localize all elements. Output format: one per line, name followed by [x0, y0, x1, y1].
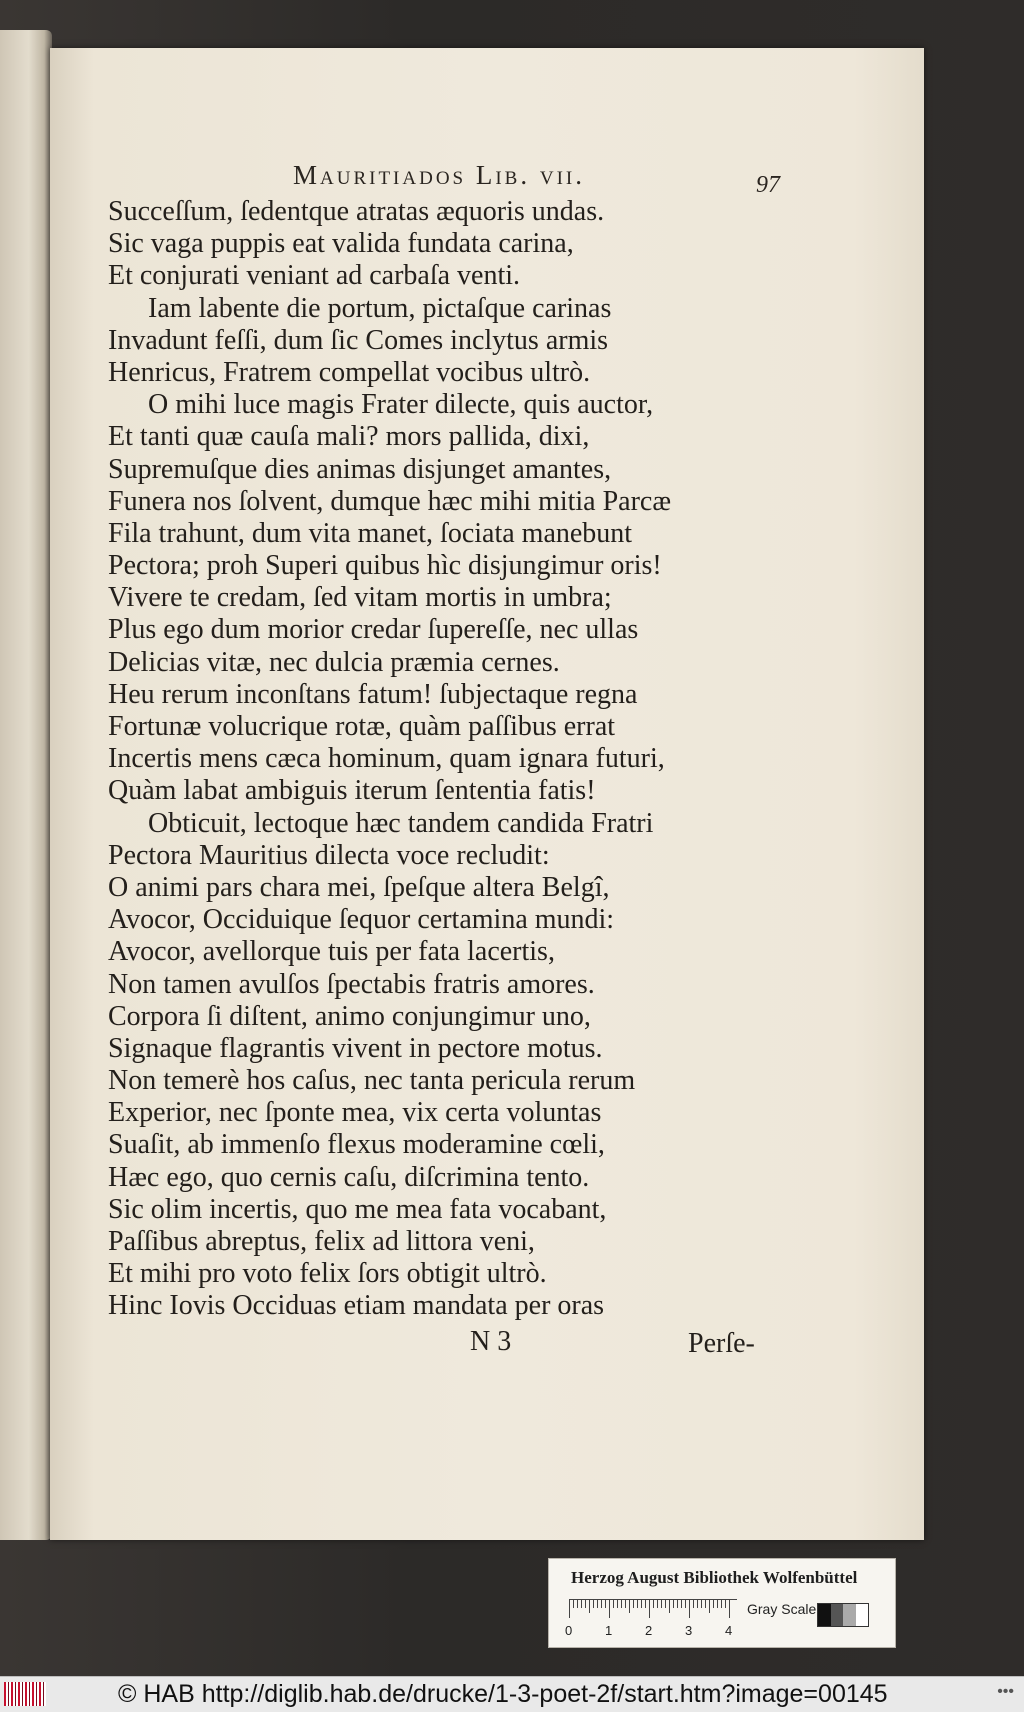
poem-line: Non temerè hos caſus, nec tanta pericula rerum [108, 1065, 636, 1097]
poem-line: Experior, nec ſponte mea, vix certa voluntas [108, 1097, 602, 1129]
poem-line: Plus ego dum morior credar ſupereſſe, nec ullas [108, 614, 639, 646]
poem-line: Henricus, Fratrem compellat vocibus ultrò. [108, 356, 591, 388]
poem-line: Invadunt feſſi, dum ſic Comes inclytus armis [108, 324, 609, 356]
scale-number: 1 [605, 1623, 613, 1638]
signature-mark: N 3 [470, 1326, 512, 1357]
ruler-tick [665, 1600, 666, 1608]
poem-line: Iam labente die portum, pictaſque carinas [148, 292, 612, 324]
stamp-title: Herzog August Bibliothek Wolfenbüttel [571, 1568, 858, 1587]
poem-line: Et tanti quæ cauſa mali? mors pallida, dixi, [108, 421, 590, 453]
poem-line: Vivere te credam, ſed vitam mortis in umbra; [108, 582, 612, 614]
poem-line: Avocor, avellorque tuis per fata lacertis, [108, 936, 555, 968]
ruler-tick [657, 1600, 658, 1608]
ruler-tick [621, 1600, 622, 1608]
page-number: 97 [756, 172, 780, 198]
ruler-tick [605, 1600, 606, 1608]
ruler-tick [693, 1600, 694, 1608]
ruler-tick [709, 1600, 710, 1613]
ruler-tick [577, 1600, 578, 1608]
poem-line: Quàm labat ambiguis iterum ſententia fatis! [108, 775, 596, 807]
ruler-tick [689, 1600, 690, 1618]
ruler-tick [653, 1600, 654, 1608]
ruler-tick [717, 1600, 718, 1608]
ruler-tick [649, 1600, 650, 1618]
poem-line: Pectora Mauritius dilecta voce recludit: [108, 839, 550, 871]
ruler-tick [645, 1600, 646, 1608]
ruler-tick [729, 1600, 730, 1618]
poem-line: Non tamen avulſos ſpectabis fratris amores. [108, 968, 595, 1000]
poem-line: Succeſſum, ſedentque atratas æquoris undas. [108, 196, 605, 227]
ruler-tick [637, 1600, 638, 1608]
ruler-tick [609, 1600, 610, 1618]
ruler-tick [629, 1600, 630, 1613]
ruler-tick [661, 1600, 662, 1608]
poem-line: Incertis mens cæca hominum, quam ignara futuri, [108, 743, 665, 775]
ruler-tick [585, 1600, 586, 1608]
ruler-tick [589, 1600, 590, 1613]
poem-line: Fortunæ volucrique rotæ, quàm paſſibus errat [108, 711, 616, 742]
ruler-tick [633, 1600, 634, 1608]
ruler-tick [701, 1600, 702, 1608]
ruler-tick [641, 1600, 642, 1608]
poem-line: Et conjurati veniant ad carbaſa venti. [108, 260, 521, 292]
poem-line: Corpora ſi diſtent, animo conjungimur uno, [108, 1000, 591, 1032]
poem-line: Paſſibus abreptus, felix ad littora veni, [108, 1226, 535, 1257]
ruler-tick [685, 1600, 686, 1608]
gray-scale-patch [856, 1604, 869, 1626]
ruler-tick [573, 1600, 574, 1608]
ruler-tick [613, 1600, 614, 1608]
poem-line: Suaſit, ab immenſo flexus moderamine cœli, [108, 1129, 605, 1161]
viewer-footer [0, 1676, 1024, 1712]
poem-line: Obticuit, lectoque hæc tandem candida Fratri [148, 807, 654, 839]
gray-scale-patch [843, 1604, 856, 1626]
ruler-tick [601, 1600, 602, 1608]
catchword: Perſe- [688, 1328, 755, 1359]
running-header: Mauritiados Lib. vii. [293, 160, 585, 190]
gray-scale-patch [831, 1604, 844, 1626]
ruler-tick [593, 1600, 594, 1608]
poem-line: Fila trahunt, dum vita manet, ſociata manebunt [108, 517, 633, 549]
poem-line: O animi pars chara mei, ſpeſque altera Belgî, [108, 871, 610, 903]
ruler-tick [597, 1600, 598, 1608]
hab-logo-icon [4, 1682, 46, 1706]
poem-line: Sic vaga puppis eat valida fundata carina, [108, 228, 574, 260]
poem-line: Delicias vitæ, nec dulcia præmia cernes. [108, 646, 560, 678]
ruler-tick [713, 1600, 714, 1608]
poem-line: Pectora; proh Superi quibus hìc disjungimur oris! [108, 550, 662, 582]
library-stamp [548, 1558, 896, 1648]
footer-url[interactable]: © HAB http://diglib.hab.de/drucke/1-3-poet-2f/start.htm?image=00145 [118, 1680, 888, 1708]
poem-line: Hæc ego, quo cernis caſu, diſcrimina tento. [108, 1161, 590, 1193]
scale-number: 4 [725, 1623, 733, 1638]
poem-line: O mihi luce magis Frater dilecte, quis auctor, [148, 389, 654, 421]
poem-line: Hinc Iovis Occiduas etiam mandata per oras [108, 1290, 605, 1322]
poem-line: Heu rerum inconſtans fatum! ſubjectaque regna [108, 678, 638, 710]
gray-scale-swatch [817, 1603, 869, 1627]
ruler-tick [705, 1600, 706, 1608]
poem-text [108, 196, 748, 1323]
poem-line: Avocor, Occiduique ſequor certamina mundi: [108, 904, 615, 936]
poem-line: Funera nos ſolvent, dumque hæc mihi mitia Parcæ [108, 485, 672, 517]
ruler-tick [673, 1600, 674, 1608]
gray-scale-patch [818, 1604, 831, 1626]
scale-number: 2 [645, 1623, 653, 1638]
scale-number: 3 [685, 1623, 693, 1638]
gray-scale-label: Gray Scale [747, 1601, 817, 1617]
scale-ruler [569, 1599, 737, 1622]
poem-line: Sic olim incertis, quo me mea fata vocabant, [108, 1193, 607, 1225]
ruler-tick [625, 1600, 626, 1608]
left-page-edge [0, 30, 52, 1540]
ruler-tick [697, 1600, 698, 1608]
poem-line: Signaque flagrantis vivent in pectore motus. [108, 1032, 603, 1064]
ruler-tick [569, 1600, 570, 1618]
scale-number: 0 [565, 1623, 573, 1638]
poem-line: Et mihi pro voto felix ſors obtigit ultrò. [108, 1258, 547, 1290]
ruler-tick [669, 1600, 670, 1613]
ruler-tick [677, 1600, 678, 1608]
ruler-tick [721, 1600, 722, 1608]
ruler-tick [581, 1600, 582, 1608]
ruler-tick [617, 1600, 618, 1608]
more-menu-icon[interactable]: ••• [997, 1683, 1014, 1700]
ruler-tick [725, 1600, 726, 1608]
poem-line: Supremuſque dies animas disjunget amantes, [108, 453, 612, 485]
ruler-tick [681, 1600, 682, 1608]
